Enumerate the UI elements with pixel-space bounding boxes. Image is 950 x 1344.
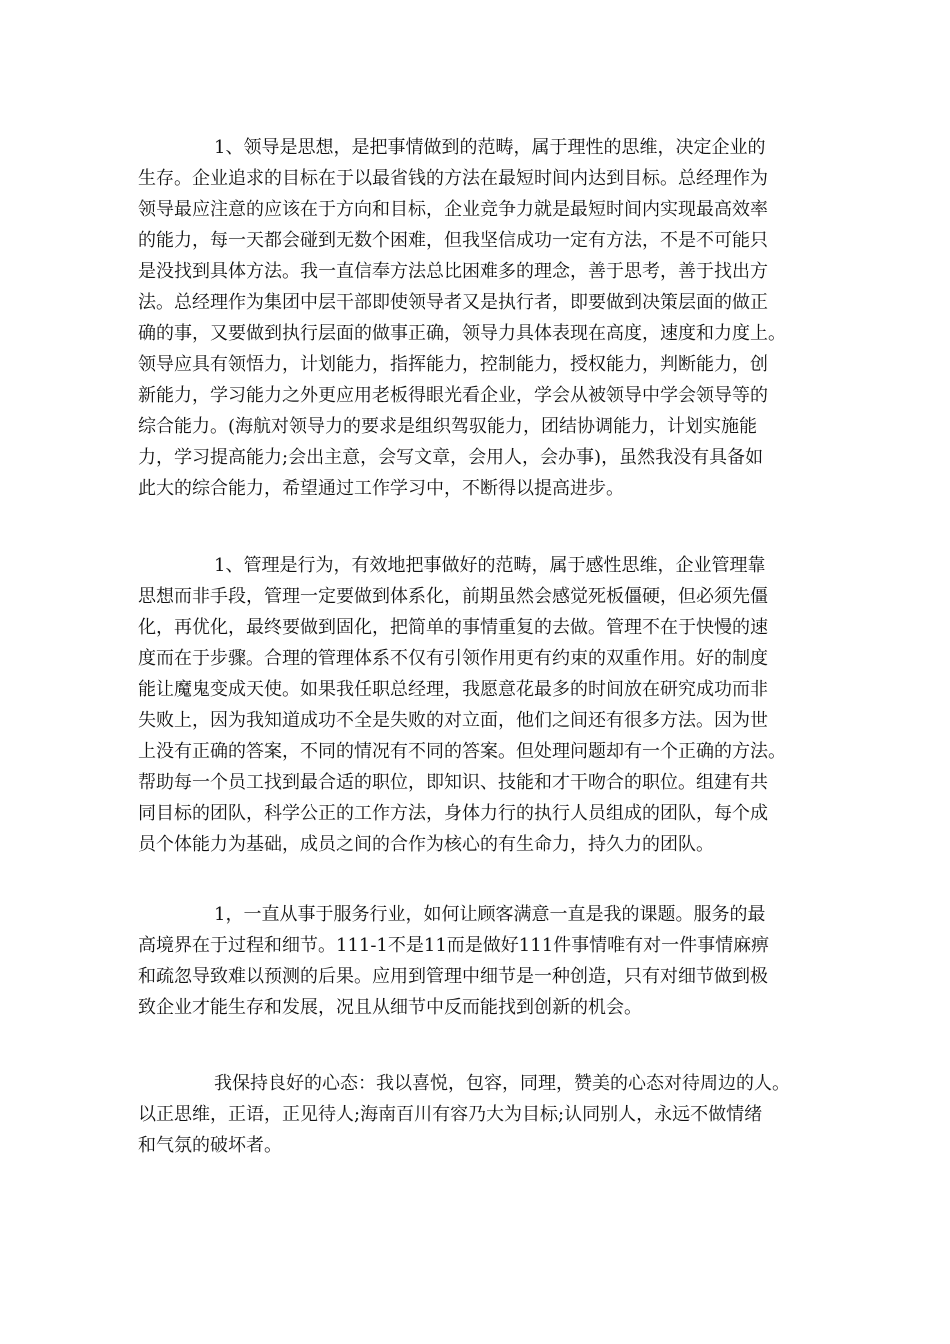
text-line: 失败上，因为我知道成功不全是失败的对立面，他们之间还有很多方法。因为世 [138, 710, 768, 731]
paragraph-service [138, 899, 818, 1023]
text-line: 法。总经理作为集团中层干部即使领导者又是执行者，即要做到决策层面的做正 [138, 292, 768, 313]
text-line: 我保持良好的心态：我以喜悦，包容，同理，赞美的心态对待周边的人。 [214, 1073, 790, 1094]
paragraph-attitude [138, 1068, 818, 1161]
text-line: 帮助每一个员工找到最合适的职位，即知识、技能和才干吻合的职位。组建有共 [138, 772, 768, 793]
text-line: 领导最应注意的应该在于方向和目标，企业竞争力就是最短时间内实现最高效率 [138, 199, 768, 220]
text-line: 和疏忽导致难以预测的后果。应用到管理中细节是一种创造，只有对细节做到极 [138, 966, 768, 987]
text-line: 致企业才能生存和发展，况且从细节中反而能找到创新的机会。 [138, 997, 642, 1018]
text-line: 生存。企业追求的目标在于以最省钱的方法在最短时间内达到目标。总经理作为 [138, 168, 768, 189]
text-line: 领导应具有领悟力，计划能力，指挥能力，控制能力，授权能力，判断能力，创 [138, 354, 768, 375]
text-line: 同目标的团队，科学公正的工作方法，身体力行的执行人员组成的团队，每个成 [138, 803, 768, 824]
text-line: 1，一直从事于服务行业，如何让顾客满意一直是我的课题。服务的最 [214, 904, 766, 925]
text-line: 力，学习提高能力;会出主意，会写文章，会用人，会办事)，虽然我没有具备如 [138, 447, 764, 468]
text-line: 新能力，学习能力之外更应用老板得眼光看企业，学会从被领导中学会领导等的 [138, 385, 768, 406]
text-line: 度而在于步骤。合理的管理体系不仅有引领作用更有约束的双重作用。好的制度 [138, 648, 768, 669]
text-line: 员个体能力为基础，成员之间的合作为核心的有生命力，持久力的团队。 [138, 834, 714, 855]
text-line: 此大的综合能力，希望通过工作学习中，不断得以提高进步。 [138, 478, 624, 499]
text-line: 是没找到具体方法。我一直信奉方法总比困难多的理念，善于思考，善于找出方 [138, 261, 768, 282]
text-line: 1、领导是思想，是把事情做到的范畴，属于理性的思维，决定企业的 [214, 137, 766, 158]
paragraph-leadership [138, 132, 818, 504]
text-line: 的能力，每一天都会碰到无数个困难，但我坚信成功一定有方法，不是不可能只 [138, 230, 768, 251]
text-line: 以正思维，正语，正见待人;海南百川有容乃大为目标;认同别人，永远不做情绪 [138, 1104, 763, 1125]
text-line: 思想而非手段，管理一定要做到体系化，前期虽然会感觉死板僵硬，但必须先僵 [138, 586, 768, 607]
text-line: 综合能力。(海航对领导力的要求是组织驾驭能力，团结协调能力，计划实施能 [138, 416, 758, 437]
text-line: 化，再优化，最终要做到固化，把简单的事情重复的去做。管理不在于快慢的速 [138, 617, 768, 638]
text-line: 上没有正确的答案，不同的情况有不同的答案。但处理问题却有一个正确的方法。 [138, 741, 786, 762]
text-line: 和气氛的破坏者。 [138, 1135, 282, 1156]
text-line: 确的事，又要做到执行层面的做事正确，领导力具体表现在高度，速度和力度上。 [138, 323, 786, 344]
text-line: 能让魔鬼变成天使。如果我任职总经理，我愿意花最多的时间放在研究成功而非 [138, 679, 768, 700]
text-line: 1、管理是行为，有效地把事做好的范畴，属于感性思维，企业管理靠 [214, 555, 766, 576]
text-line: 高境界在于过程和细节。111-1不是11而是做好111件事情唯有对一件事情麻痹 [138, 935, 770, 956]
paragraph-management [138, 550, 818, 860]
